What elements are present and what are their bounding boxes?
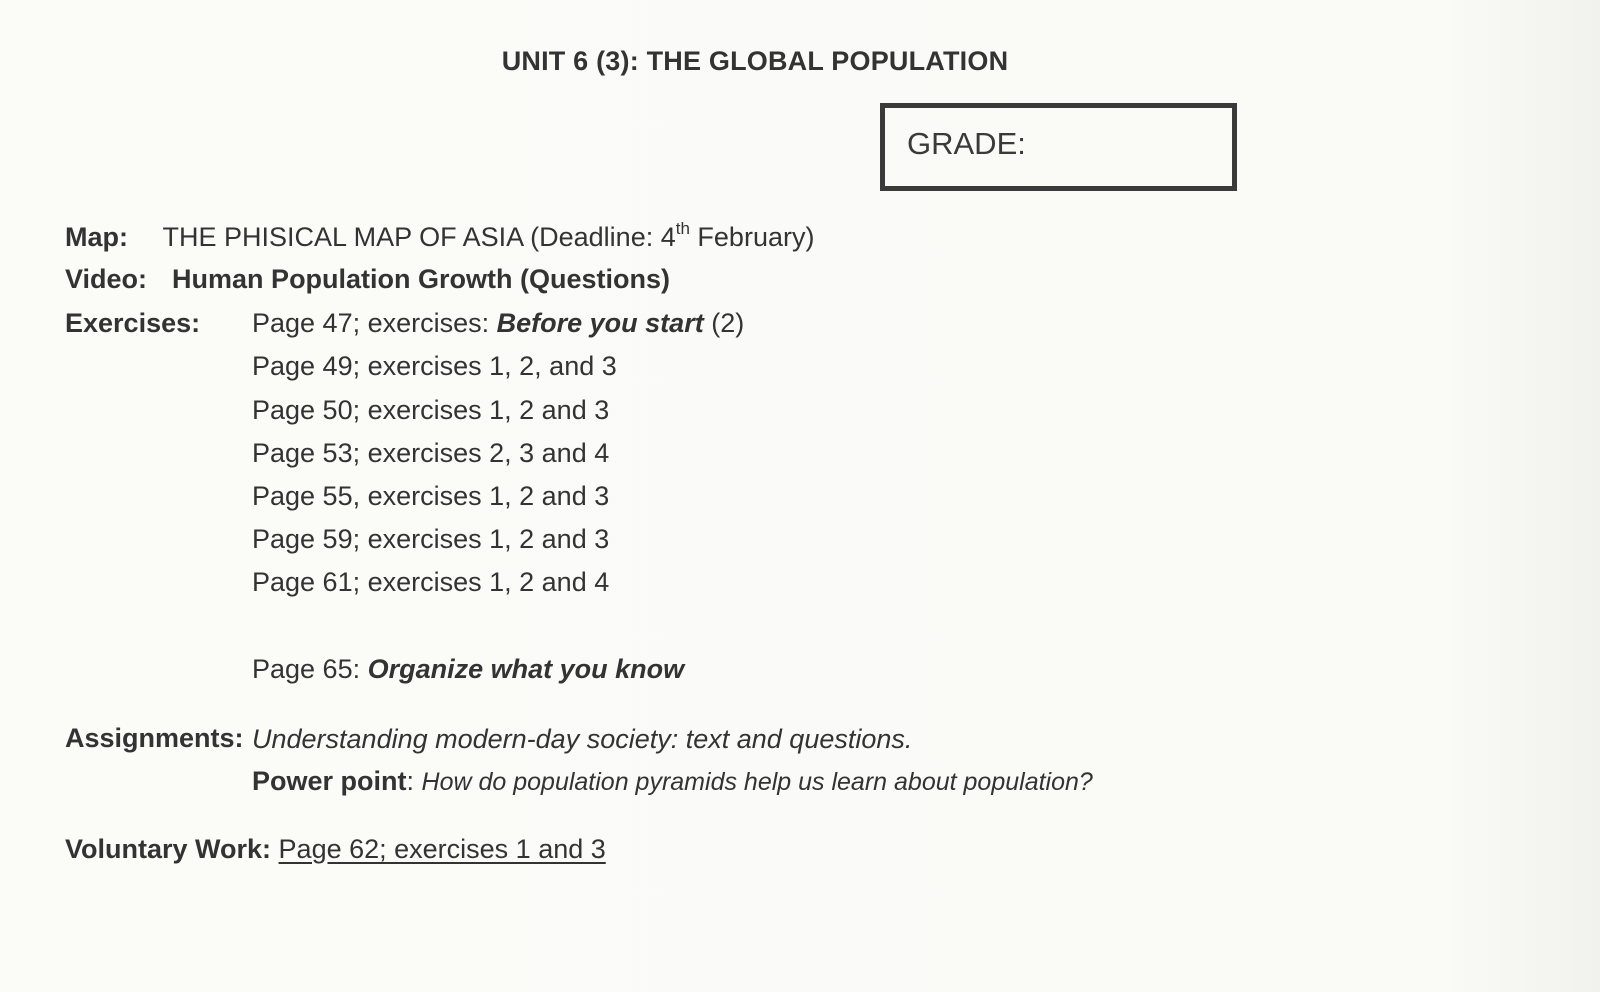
assignments-label-row <box>65 723 244 754</box>
powerpoint-sep: : <box>406 766 422 796</box>
powerpoint-text: How do population pyramids help us learn about population? <box>421 768 1093 796</box>
map-label: Map: <box>65 222 128 252</box>
exercise-item: Page 53; exercises 2, 3 and 4 <box>252 438 610 468</box>
exercise-item: Page 61; exercises 1, 2 and 4 <box>252 567 610 597</box>
voluntary-text: Page 62; exercises 1 and 3 <box>278 834 606 864</box>
video-text: Human Population Growth (Questions) <box>172 264 671 294</box>
voluntary-label: Voluntary Work: <box>65 834 272 864</box>
exercise-first-suffix: (2) <box>703 308 745 338</box>
assignment-text: Understanding modern-day society: text and questions. <box>252 724 913 754</box>
exercise-item: Page 50; exercises 1, 2 and 3 <box>252 395 610 425</box>
map-superscript: th <box>675 219 690 238</box>
assignments-label: Assignments: <box>65 723 244 753</box>
exercise-item: Page 55, exercises 1, 2 and 3 <box>252 481 610 511</box>
exercise-item <box>252 308 744 339</box>
video-label: Video: <box>65 264 148 294</box>
map-row <box>65 219 815 253</box>
exercises-label-row <box>65 308 200 339</box>
map-text-after: February) <box>689 222 815 252</box>
powerpoint-row <box>252 766 1093 797</box>
map-text-before: THE PHISICAL MAP OF ASIA (Deadline: 4 <box>162 222 676 252</box>
grade-label: GRADE: <box>907 126 1026 161</box>
page-title: UNIT 6 (3): THE GLOBAL POPULATION <box>501 46 1009 76</box>
voluntary-row <box>65 834 606 865</box>
exercise-first-emphasis: Before you start <box>496 308 704 338</box>
exercises-label: Exercises: <box>65 308 201 338</box>
organize-prefix: Page 65: <box>252 654 368 684</box>
organize-emphasis: Organize what you know <box>367 654 685 684</box>
exercise-item: Page 49; exercises 1, 2, and 3 <box>252 351 617 381</box>
grade-box <box>880 103 1237 191</box>
exercise-first-prefix: Page 47; exercises: <box>252 308 497 338</box>
exercise-organize <box>252 654 684 685</box>
video-row <box>65 264 670 295</box>
powerpoint-label: Power point <box>252 766 407 796</box>
exercise-item: Page 59; exercises 1, 2 and 3 <box>252 524 610 554</box>
